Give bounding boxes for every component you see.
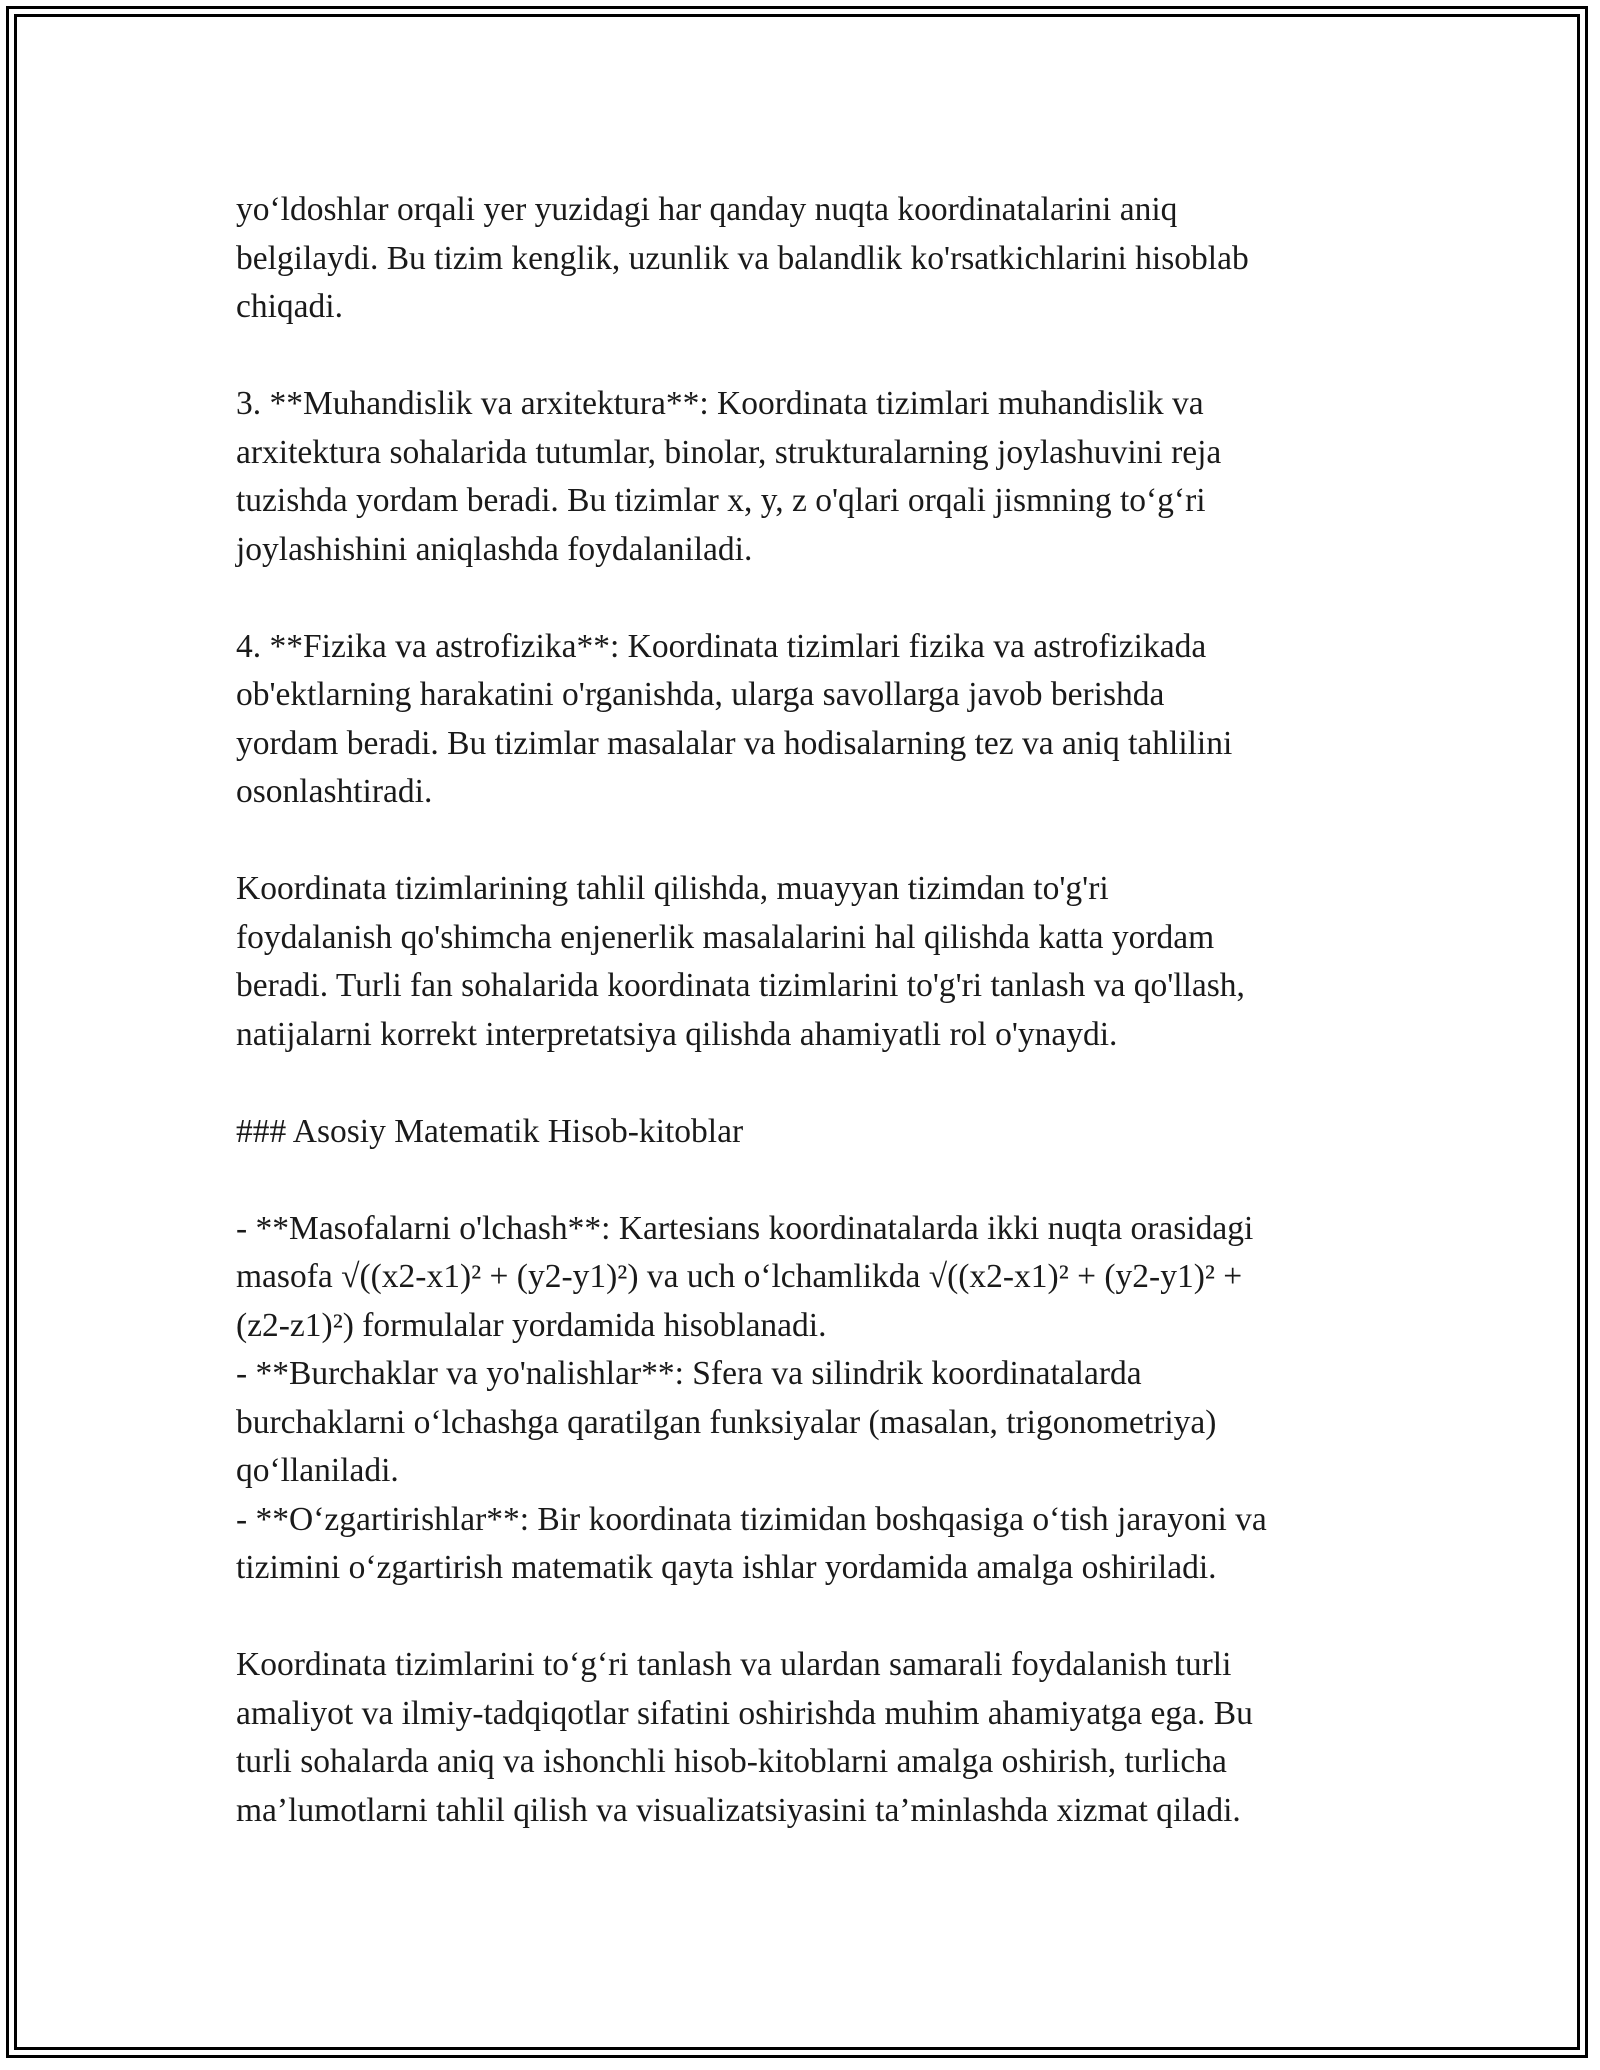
text-line: yo‘ldoshlar orqali yer yuzidagi har qanday nuqta koordinatalarini aniq (236, 191, 1178, 228)
text-line: 3. **Muhandislik va arxitektura**: Koordinata tizimlari muhandislik va (236, 385, 1204, 422)
text-line: - **Masofalarni o'lchash**: Kartesians koordinatalarda ikki nuqta orasidagi (236, 1209, 1254, 1247)
text-line: 4. **Fizika va astrofizika**: Koordinata tizimlari fizika va astrofizikada (236, 627, 1207, 665)
paragraph-conclusion (236, 1641, 1386, 1835)
document-body (236, 186, 1386, 1835)
text-line: ob'ektlarning harakatini o'rganishda, ularga savollarga javob berishda (236, 676, 1165, 713)
text-line: joylashishini aniqlashda foydalaniladi. (236, 530, 753, 568)
bullet-list-calculations (236, 1205, 1386, 1593)
text-line: (z2-z1)²) formulalar yordamida hisoblanadi. (236, 1306, 827, 1344)
text-line: arxitektura sohalarida tutumlar, binolar, strukturalarning joylashuvini reja (236, 433, 1222, 471)
text-line: tuzishda yordam beradi. Bu tizimlar x, y, z o'qlari orqali jismning to‘g‘ri (236, 482, 1206, 519)
paragraph-analysis (236, 865, 1386, 1059)
heading-text: ### Asosiy Matematik Hisob-kitoblar (236, 1112, 744, 1150)
text-line: osonlashtiradi. (236, 773, 433, 810)
text-line: Koordinata tizimlarini to‘g‘ri tanlash va ulardan samarali foydalanish turli (236, 1646, 1232, 1683)
text-line: tizimini o‘zgartirish matematik qayta ishlar yordamida amalga oshiriladi. (236, 1549, 1217, 1586)
text-line: ma’lumotlarni tahlil qilish va visualizatsiyasini ta’minlashda xizmat qiladi. (236, 1791, 1241, 1829)
text-line: turli sohalarda aniq va ishonchli hisob-kitoblarni amalga oshirish, turlicha (236, 1743, 1227, 1780)
text-line: burchaklarni o‘lchashga qaratilgan funksiyalar (masalan, trigonometriya) (236, 1403, 1217, 1441)
text-line: Koordinata tizimlarining tahlil qilishda, muayyan tizimdan to'g'ri (236, 870, 1109, 907)
text-line: masofa √((x2-x1)² + (y2-y1)²) va uch o‘lchamlikda √((x2-x1)² + (y2-y1)² + (236, 1258, 1243, 1295)
text-line: qo‘llaniladi. (236, 1452, 399, 1489)
list-item-engineering (236, 380, 1386, 574)
text-line: beradi. Turli fan sohalarida koordinata tizimlarini to'g'ri tanlash va qo'llash, (236, 967, 1245, 1004)
text-line: amaliyot va ilmiy-tadqiqotlar sifatini oshirishda muhim ahamiyatga ega. Bu (236, 1694, 1253, 1732)
text-line: foydalanish qo'shimcha enjenerlik masalalarini hal qilishda katta yordam (236, 918, 1215, 956)
text-line: - **Burchaklar va yo'nalishlar**: Sfera va silindrik koordinatalarda (236, 1355, 1142, 1392)
list-item-physics (236, 623, 1386, 817)
text-line: belgilaydi. Bu tizim kenglik, uzunlik va balandlik ko'rsatkichlarini hisoblab (236, 239, 1249, 277)
text-line: chiqadi. (236, 288, 343, 325)
text-line: natijalarni korrekt interpretatsiya qilishda ahamiyatli rol o'ynaydi. (236, 1015, 1118, 1053)
paragraph-gps-continuation (236, 186, 1386, 332)
section-heading (236, 1108, 1386, 1157)
text-line: - **O‘zgartirishlar**: Bir koordinata tizimidan boshqasiga o‘tish jarayoni va (236, 1500, 1267, 1538)
text-line: yordam beradi. Bu tizimlar masalalar va hodisalarning tez va aniq tahlilini (236, 724, 1233, 762)
